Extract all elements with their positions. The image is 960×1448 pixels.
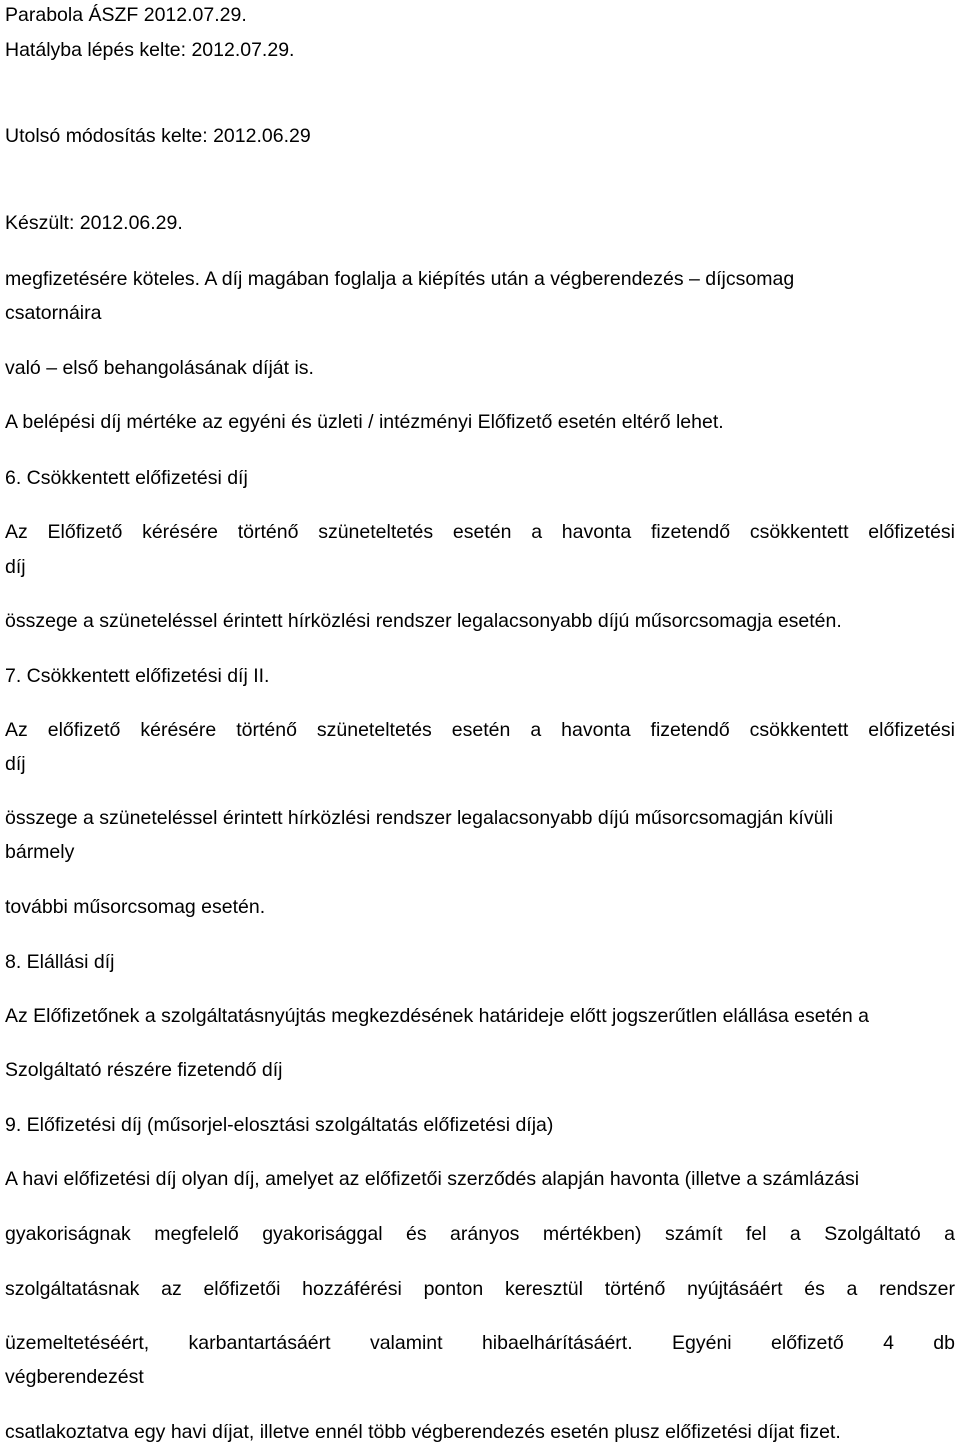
section-8-line-1: Az Előfizetőnek a szolgáltatásnyújtás megkezdésének határideje előtt jogszerűtlen elállása esetén a [5,1005,869,1027]
section-7-line-5: további műsorcsomag esetén. [5,896,266,918]
intro-paragraph-line-4: A belépési díj mértéke az egyéni és üzleti / intézményi Előfizető esetén eltérő lehet. [5,411,724,433]
section-6-line-2: díj [5,556,26,578]
section-9-line-6: csatlakoztatva egy havi díjat, illetve ennél több végberendezés esetén plusz előfizetési díjat fizet. [5,1421,841,1443]
document-title: Parabola ÁSZF 2012.07.29. [5,4,247,26]
created-date: Készült: 2012.06.29. [5,212,183,234]
section-7-heading: 7. Csökkentett előfizetési díj II. [5,665,270,687]
section-9-line-3: szolgáltatásnak az előfizetői hozzáférési ponton keresztül történő nyújtásáért és a rendszer [5,1278,955,1300]
last-modified-date: Utolsó módosítás kelte: 2012.06.29 [5,125,311,147]
section-8-heading: 8. Elállási díj [5,951,115,973]
section-7-line-2: díj [5,753,26,775]
section-7-line-1: Az előfizető kérésére történő szüneteltetés esetén a havonta fizetendő csökkentett előfizetési [5,719,955,741]
intro-paragraph-line-2: csatornáira [5,302,102,324]
section-6-line-1: Az Előfizető kérésére történő szüneteltetés esetén a havonta fizetendő csökkentett előfizetési [5,521,955,543]
effective-date: Hatályba lépés kelte: 2012.07.29. [5,39,295,61]
intro-paragraph-line-1: megfizetésére köteles. A díj magában foglalja a kiépítés után a végberendezés – díjcsomag [5,268,795,290]
section-8-line-2: Szolgáltató részére fizetendő díj [5,1059,283,1081]
section-9-line-2: gyakoriságnak megfelelő gyakorisággal és arányos mértékben) számít fel a Szolgáltató a [5,1223,955,1245]
section-7-line-4: bármely [5,841,75,863]
intro-paragraph-line-3: való – első behangolásának díját is. [5,357,314,379]
section-7-line-3: összege a szüneteléssel érintett hírközlési rendszer legalacsonyabb díjú műsorcsomagján kívüli [5,807,834,829]
section-9-line-5: végberendezést [5,1366,144,1388]
section-9-line-1: A havi előfizetési díj olyan díj, amelyet az előfizetői szerződés alapján havonta (illetve a számlázási [5,1168,860,1190]
section-6-line-3: összege a szüneteléssel érintett hírközlési rendszer legalacsonyabb díjú műsorcsomagja esetén. [5,610,842,632]
section-6-heading: 6. Csökkentett előfizetési díj [5,467,248,489]
section-9-heading: 9. Előfizetési díj (műsorjel-elosztási szolgáltatás előfizetési díja) [5,1114,554,1136]
section-9-line-4: üzemeltetéséért, karbantartásáért valamint hibaelhárításáért. Egyéni előfizető 4 db [5,1332,955,1354]
